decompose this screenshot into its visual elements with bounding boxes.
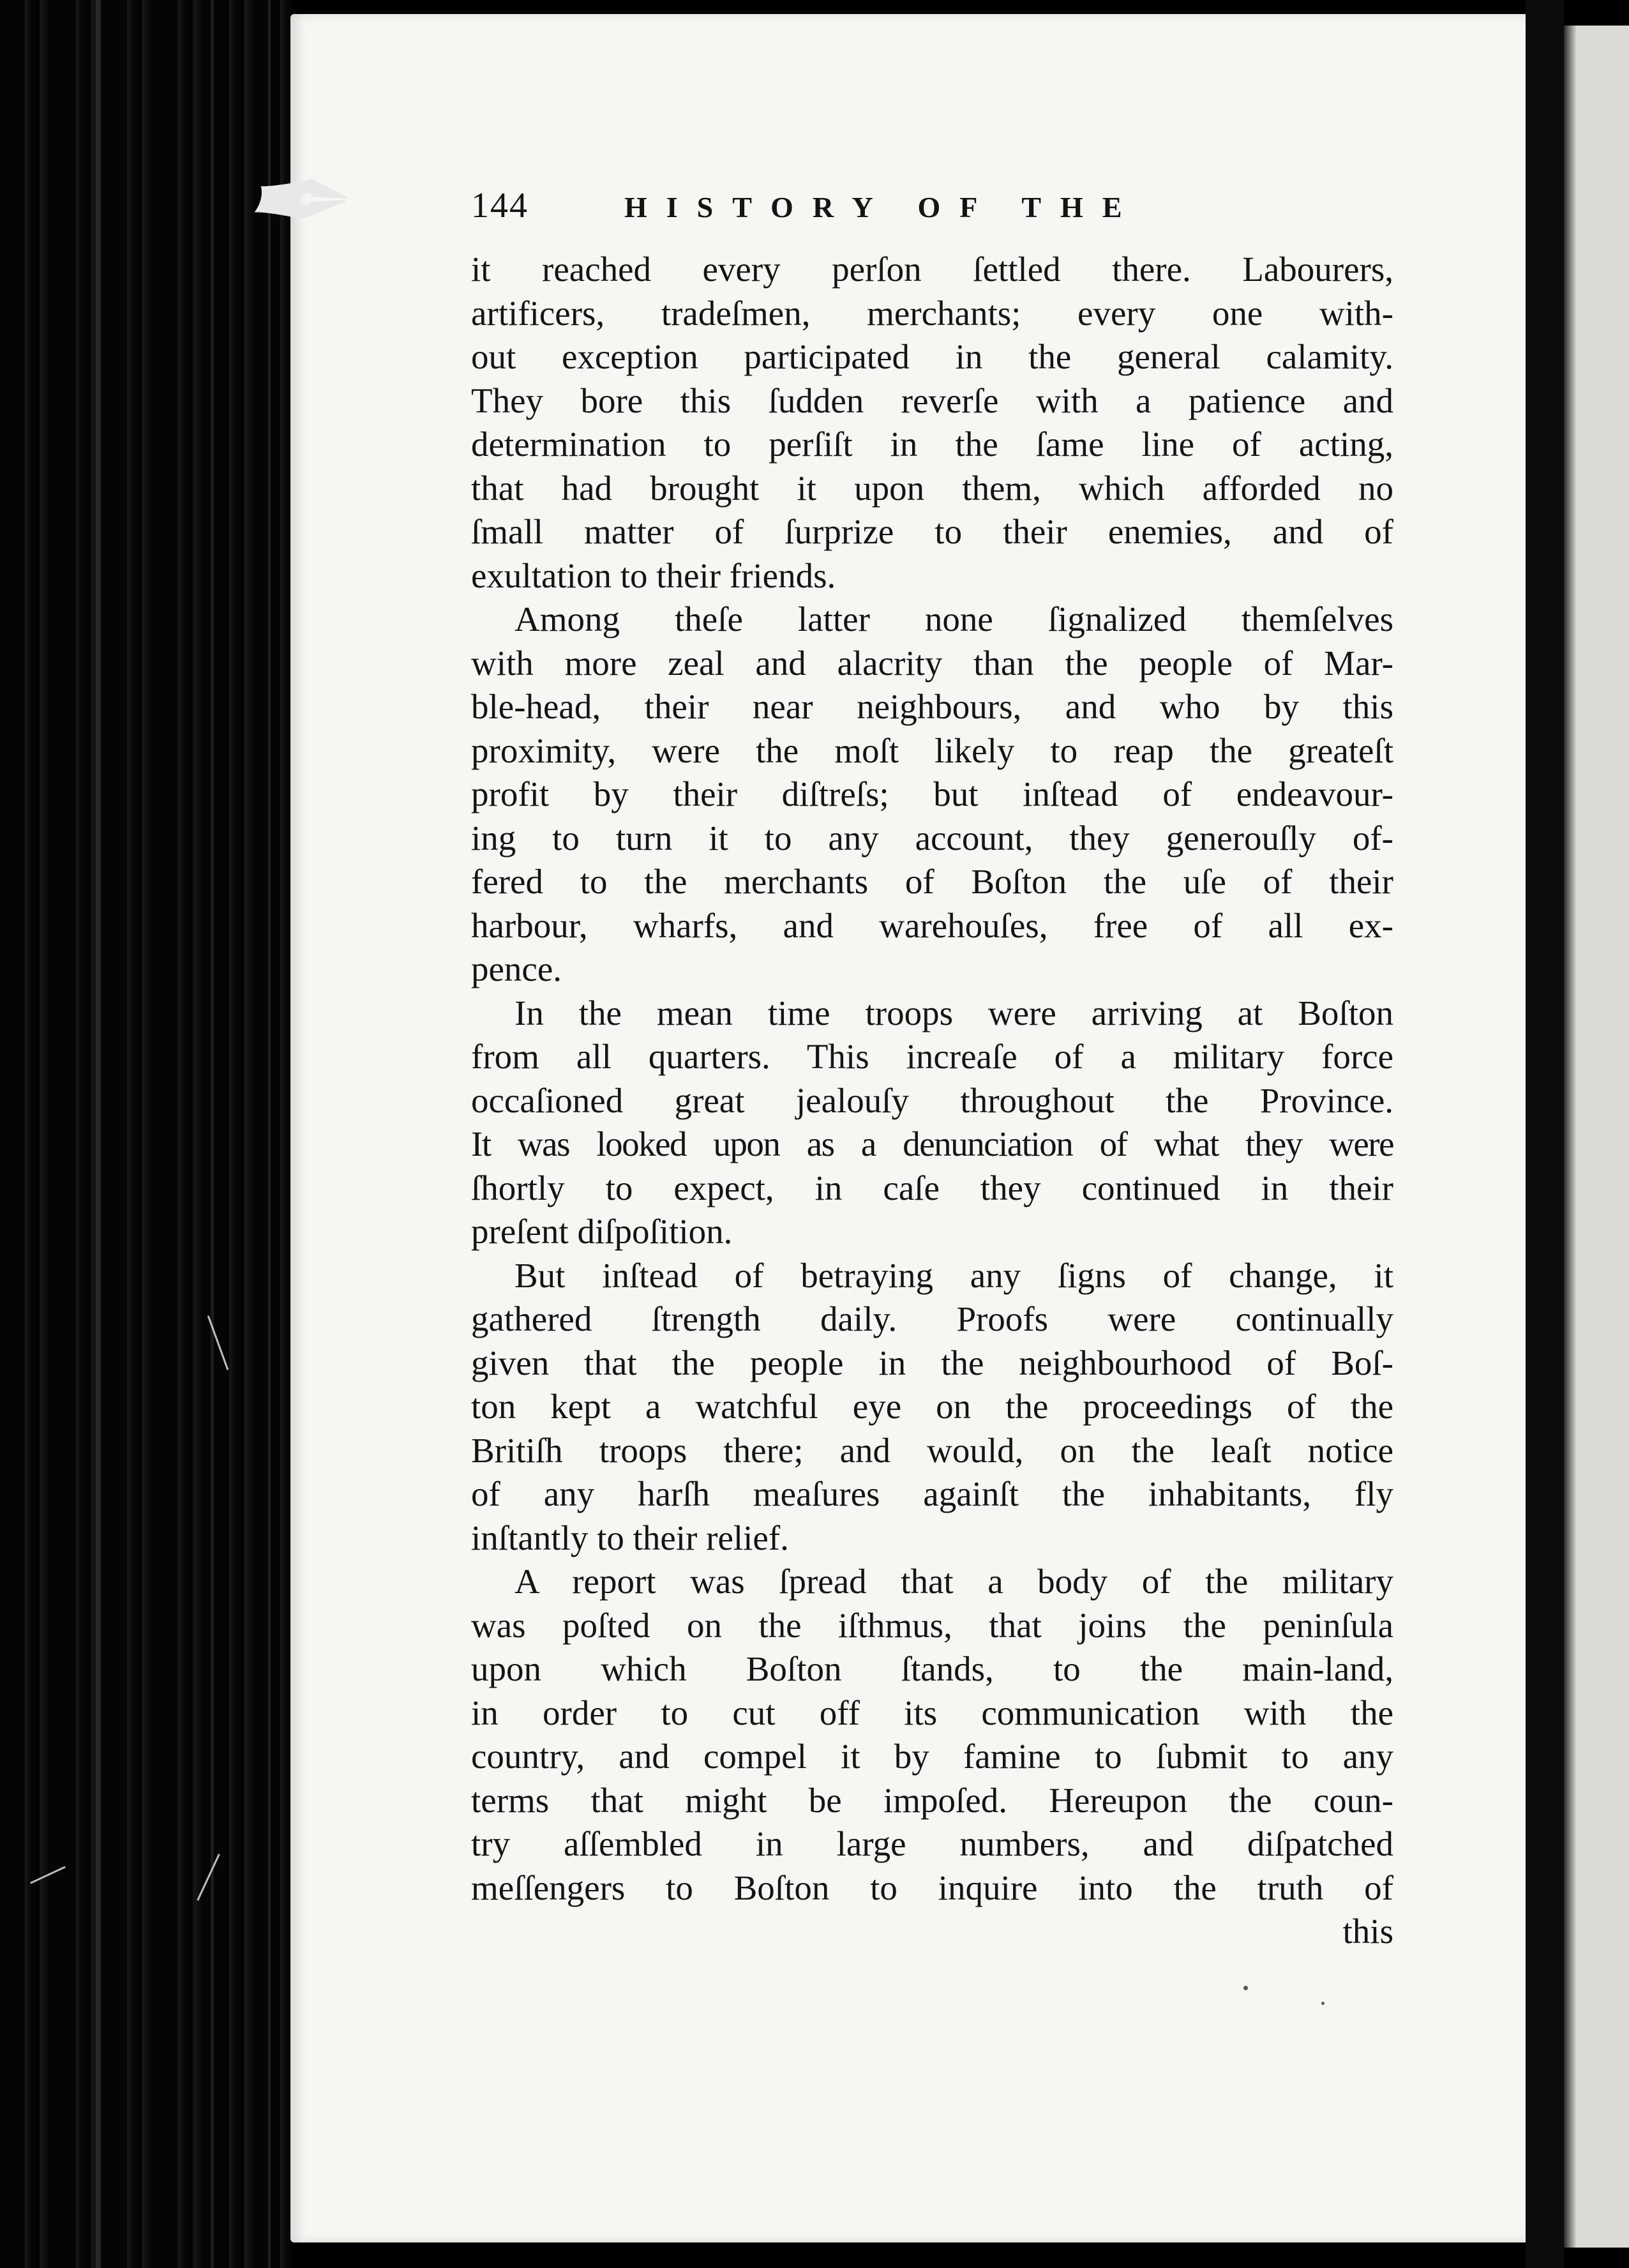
text-line: ton kept a watchful eye on the proceedings of the <box>471 1387 1393 1426</box>
pencil-mark-icon: ✒ <box>237 128 345 276</box>
text-line: inſtantly to their relief. <box>471 1518 789 1557</box>
text-line: Among theſe latter none ſignalized themſelves <box>514 600 1393 639</box>
text-line: fered to the merchants of Boſton the uſe of their <box>471 862 1393 901</box>
ink-speck <box>1321 2002 1325 2005</box>
page-text <box>471 185 1393 1954</box>
binding-highlight <box>211 0 214 2268</box>
text-line: Britiſh troops there; and would, on the leaſt notice <box>471 1430 1393 1470</box>
text-line: harbour, wharfs, and warehouſes, free of all ex- <box>471 905 1393 945</box>
page-right-edge <box>1526 0 1564 2268</box>
text-line: In the mean time troops were arriving at Boſton <box>514 993 1393 1032</box>
text-line: But inſtead of betraying any ſigns of change, it <box>514 1255 1393 1295</box>
running-head <box>471 185 1393 236</box>
text-line: was poſted on the iſthmus, that joins the peninſula <box>471 1605 1393 1645</box>
text-line: given that the people in the neighbourhood of Boſ- <box>471 1343 1393 1382</box>
text-line: meſſengers to Boſton to inquire into the truth of <box>471 1868 1393 1907</box>
text-line: out exception participated in the general calamity. <box>471 337 1393 376</box>
text-line: try aſſembled in large numbers, and diſpatched <box>471 1824 1393 1863</box>
text-line: ſmall matter of ſurprize to their enemies, and of <box>471 512 1393 551</box>
text-line: ſhortly to expect, in caſe they continued in their <box>471 1168 1393 1207</box>
text-line: terms that might be impoſed. Hereupon the coun- <box>471 1780 1393 1820</box>
text-line: profit by their diſtreſs; but inſtead of endeavour- <box>471 775 1393 813</box>
text-line: It was looked upon as a denunciation of what they were <box>471 1124 1393 1163</box>
text-line: preſent diſpoſition. <box>471 1212 733 1251</box>
binding-highlight <box>268 0 271 2268</box>
text-line: from all quarters. This increaſe of a military force <box>471 1037 1393 1076</box>
text-line: ble-head, their near neighbours, and who by this <box>471 687 1393 726</box>
text-line: it reached every perſon ſettled there. Labourers, <box>471 250 1393 289</box>
next-page-shadow <box>1564 26 1577 2248</box>
text-line: country, and compel it by famine to ſubmit to any <box>471 1737 1393 1776</box>
text-line: pence. <box>471 949 562 988</box>
text-line: determination to perſiſt in the ſame line of acting, <box>471 425 1393 464</box>
text-line: that had brought it upon them, which afforded no <box>471 468 1393 508</box>
text-line: ing to turn it to any account, they generouſly of- <box>471 818 1393 858</box>
text-line: of any harſh meaſures againſt the inhabitants, fly <box>471 1474 1393 1513</box>
binding-highlight <box>96 0 101 2268</box>
text-line: with more zeal and alacrity than the people of Mar- <box>471 643 1393 683</box>
text-line: upon which Boſton ſtands, to the main-land, <box>471 1649 1393 1688</box>
text-line: proximity, were the moſt likely to reap the greateſt <box>471 730 1393 770</box>
catchword: this <box>1342 1912 1393 1951</box>
text-line: artificers, tradeſmen, merchants; every one with- <box>471 293 1393 333</box>
text-line: gathered ſtrength daily. Proofs were continually <box>471 1299 1393 1338</box>
book-binding-edge <box>0 0 294 2268</box>
text-line: They bore this ſudden reverſe with a patience and <box>471 381 1393 420</box>
page-number: 144 <box>471 186 529 225</box>
text-line: in order to cut off its communication with the <box>471 1693 1393 1732</box>
text-line: exultation to their friends. <box>471 556 836 595</box>
running-head-title: HISTORY OF THE <box>624 191 1141 223</box>
text-line: occaſioned great jealouſy throughout the Province. <box>471 1080 1393 1120</box>
ink-speck <box>1243 1986 1248 1990</box>
text-line: A report was ſpread that a body of the military <box>514 1562 1393 1601</box>
